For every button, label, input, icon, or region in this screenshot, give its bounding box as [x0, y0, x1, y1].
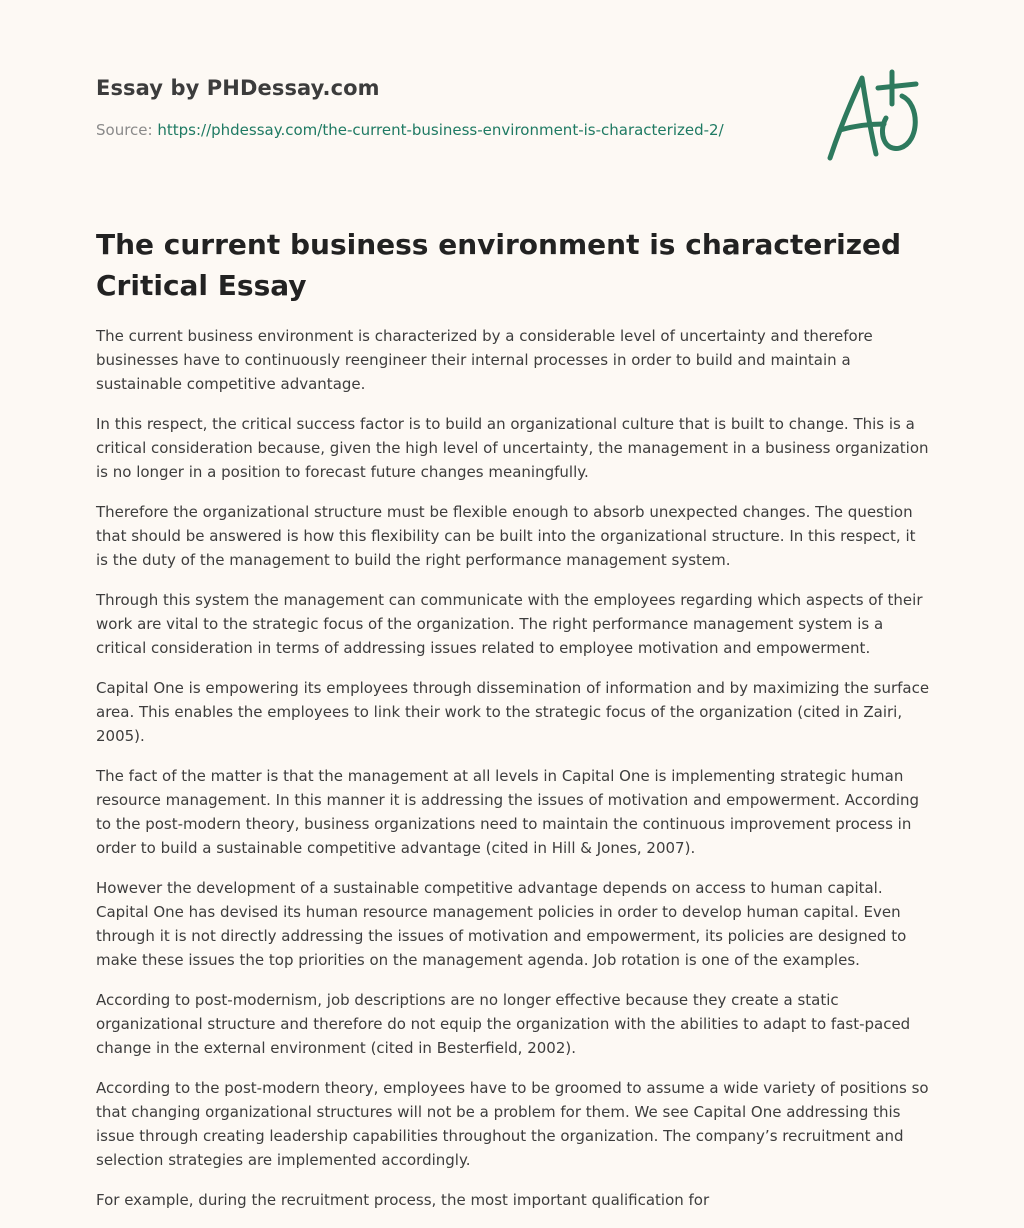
brand-name: Essay by PHDessay.com [96, 76, 380, 100]
essay-body [96, 324, 932, 1228]
essay-paragraph: In this respect, the critical success factor is to build an organizational culture that is built to change. This is a critical consideration because, given the high level of uncertainty, the management in a business organization is no longer in a position to forecast future changes meaningfully. [96, 415, 929, 481]
source-label: Source: [96, 121, 153, 139]
essay-paragraph: The fact of the matter is that the management at all levels in Capital One is implementing strategic human resource management. In this manner it is addressing the issues of motivation and empowerment. According to the post-modern theory, business organizations need to maintain the continuous improvement process in order to build a sustainable competitive advantage (cited in Hill & Jones, 2007). [96, 767, 920, 857]
essay-paragraph: Capital One is empowering its employees through dissemination of information and by maximizing the surface area. This enables the employees to link their work to the strategic focus of the organization (cited in Zairi, 2005). [96, 679, 930, 745]
source-line [96, 121, 796, 139]
essay-paragraph: For example, during the recruitment process, the most important qualification for [96, 1191, 710, 1209]
essay-paragraph: Therefore the organizational structure must be flexible enough to absorb unexpected changes. The question that should be answered is how this flexibility can be built into the organizational structure. In this respect, it is the duty of the management to build the right performance management system. [96, 503, 916, 569]
essay-paragraph: The current business environment is characterized by a considerable level of uncertainty and therefore businesses have to continuously reengineer their internal processes in order to build and maintain a sustainable competitive advantage. [96, 327, 873, 393]
a-plus-logo-icon [822, 66, 930, 166]
source-link[interactable]: https://phdessay.com/the-current-business-environment-is-characterized-2/ [157, 121, 724, 139]
essay-paragraph: Through this system the management can communicate with the employees regarding which aspects of their work are vital to the strategic focus of the organization. The right performance management system is a critical consideration in terms of addressing issues related to employee motivation and empowerment. [96, 591, 923, 657]
page-header [96, 76, 796, 139]
essay-paragraph: According to the post-modern theory, employees have to be groomed to assume a wide variety of positions so that changing organizational structures will not be a problem for them. We see Capital One addressing this issue through creating leadership capabilities throughout the organization. The company’s recruitment and selection strategies are implemented accordingly. [96, 1079, 929, 1169]
essay-paragraph: According to post-modernism, job descriptions are no longer effective because they create a static organizational structure and therefore do not equip the organization with the abilities to adapt to fast-paced change in the external environment (cited in Besterfield, 2002). [96, 991, 911, 1057]
essay-paragraph: However the development of a sustainable competitive advantage depends on access to human capital. Capital One has devised its human resource management policies in order to develop human capital. Even through it is not directly addressing the issues of motivation and empowerment, its policies are designed to make these issues the top priorities on the management agenda. Job rotation is one of the examples. [96, 879, 907, 969]
essay-title: The current business environment is characterized Critical Essay [96, 228, 902, 302]
